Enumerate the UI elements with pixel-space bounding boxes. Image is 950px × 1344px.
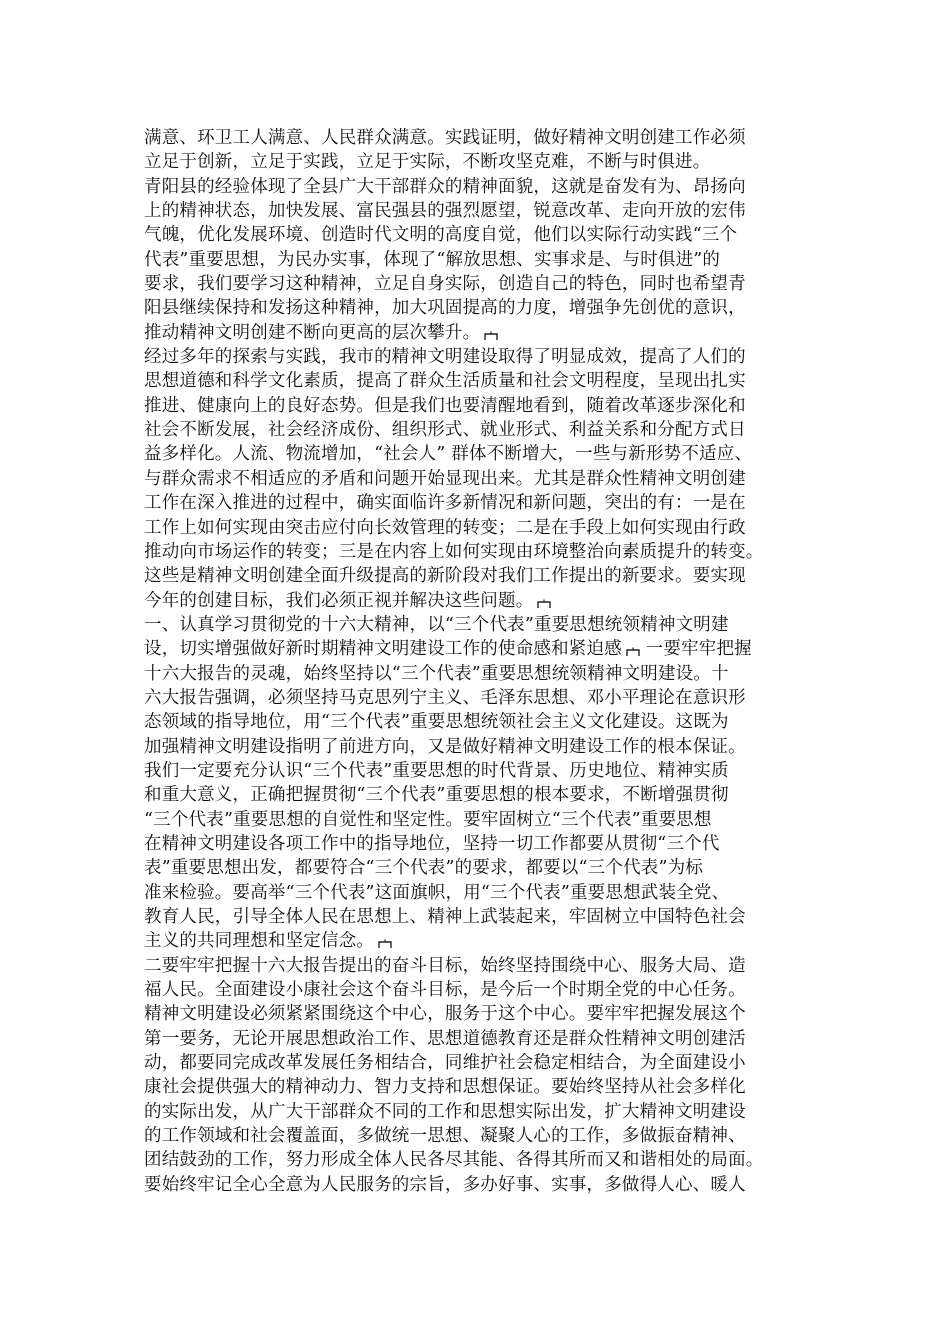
text-line-content: 设，切实增强做好新时期精神文明建设工作的使命感和紧迫感	[144, 639, 622, 660]
paragraph-mark-icon	[537, 599, 551, 609]
text-line: 推动向市场运作的转变；三是在内容上如何实现由环境整治向素质提升的转变。	[144, 541, 764, 562]
text-line: 动，都要同完成改革发展任务相结合，同维护社会稳定相结合，为全面建设小	[144, 1053, 746, 1074]
text-line: 和重大意义，正确把握贯彻“三个代表”重要思想的根本要求，不断增强贯彻	[144, 785, 729, 806]
text-line: 表”重要思想出发，都要符合“三个代表”的要求，都要以“三个代表”为标	[144, 858, 704, 879]
text-line: 教育人民，引导全体人民在思想上、精神上武装起来，牢固树立中国特色社会	[144, 907, 746, 927]
text-line-content: 推动精神文明创建不断向更高的层次攀升。	[144, 322, 481, 343]
text-line: 青阳县的经验体现了全县广大干部群众的精神面貌，这就是奋发有为、昂扬向	[144, 176, 746, 197]
text-line: 阳县继续保持和发扬这种精神，加大巩固提高的力度，增强争先创优的意识，	[144, 298, 746, 319]
text-line: 要求，我们要学习这种精神，立足自身实际，创造自己的特色，同时也希望青	[144, 274, 746, 295]
text-line: 准来检验。要高举“三个代表”这面旗帜，用“三个代表”重要思想武装全党、	[144, 882, 730, 903]
text-line: 推进、健康向上的良好态势。但是我们也要清醒地看到，随着改革逐步深化和	[144, 395, 746, 416]
text-line: 满意、环卫工人满意、人民群众满意。实践证明，做好精神文明创建工作必须	[144, 128, 746, 148]
paragraph-mark-icon	[626, 647, 640, 657]
text-line: 上的精神状态，加快发展、富民强县的强烈愿望，锐意改革、走向开放的宏伟	[144, 201, 746, 222]
text-line: 这些是精神文明创建全面升级提高的新阶段对我们工作提出的新要求。要实现	[144, 566, 746, 587]
text-line: “三个代表”重要思想的自觉性和坚定性。要牢固树立“三个代表”重要思想	[144, 809, 712, 830]
text-line	[144, 637, 824, 661]
text-line: 态领域的指导地位，用“三个代表”重要思想统领社会主义文化建设。这既为	[144, 712, 729, 733]
text-line	[144, 929, 824, 953]
text-line-content: 主义的共同理想和坚定信念。	[144, 931, 375, 952]
text-line: 社会不断发展，社会经济成份、组织形式、就业形式、利益关系和分配方式日	[144, 420, 746, 441]
text-line: 第一要务，无论开展思想政治工作、思想道德教育还是群众性精神文明创建活	[144, 1028, 746, 1049]
text-line: 精神文明建设必须紧紧围绕这个中心，服务于这个中心。要牢牢把握发展这个	[144, 1004, 746, 1025]
text-line: 团结鼓劲的工作，努力形成全体人民各尽其能、各得其所而又和谐相处的局面。	[144, 1150, 764, 1171]
text-line: 的工作领域和社会覆盖面，多做统一思想、凝聚人心的工作，多做振奋精神、	[144, 1126, 746, 1147]
text-line: 气魄，优化发展环境、创造时代文明的高度自觉，他们以实际行动实践“三个	[144, 225, 738, 246]
text-line: 我们一定要充分认识“三个代表”重要思想的时代背景、历史地位、精神实质	[144, 760, 729, 781]
text-line: 代表”重要思想，为民办实事，体现了“解放思想、实事求是、与时俱进”的	[144, 249, 721, 270]
text-line: 加强精神文明建设指明了前进方向，又是做好精神文明建设工作的根本保证。	[144, 736, 746, 757]
text-line: 工作上如何实现由突击应付向长效管理的转变；二是在手段上如何实现由行政	[144, 517, 746, 538]
text-line: 康社会提供强大的精神动力、智力支持和思想保证。要始终坚持从社会多样化	[144, 1077, 746, 1098]
text-line: 六大报告强调，必须坚持马克思列宁主义、毛泽东思想、邓小平理论在意识形	[144, 687, 746, 708]
text-line: 二要牢牢把握十六大报告提出的奋斗目标，始终坚持围绕中心、服务大局、造	[144, 955, 746, 976]
paragraph-mark-icon	[378, 939, 392, 949]
text-line: 在精神文明建设各项工作中的指导地位，坚持一切工作都要从贯彻“三个代	[144, 833, 720, 854]
text-line: 一、认真学习贯彻党的十六大精神，以“三个代表”重要思想统领精神文明建	[144, 614, 729, 635]
text-line: 思想道德和科学文化素质，提高了群众生活质量和社会文明程度，呈现出扎实	[144, 371, 746, 392]
text-line-content: 今年的创建目标，我们必须正视并解决这些问题。	[144, 590, 534, 611]
text-line: 工作在深入推进的过程中，确实面临许多新情况和新问题，突出的有：一是在	[144, 493, 746, 514]
text-line: 的实际出发，从广大干部群众不同的工作和思想实际出发，扩大精神文明建设	[144, 1101, 746, 1122]
text-line: 与群众需求不相适应的矛盾和问题开始显现出来。尤其是群众性精神文明创建	[144, 468, 746, 489]
text-line: 益多样化。人流、物流增加，“社会人” 群体不断增大，一些与新形势不适应、	[144, 444, 753, 465]
text-line	[144, 589, 824, 613]
text-line: 福人民。全面建设小康社会这个奋斗目标，是今后一个时期全党的中心任务。	[144, 980, 746, 1001]
paragraph-mark-icon	[484, 331, 498, 341]
text-line: 要始终牢记全心全意为人民服务的宗旨，多办好事、实事，多做得人心、暖人	[144, 1174, 746, 1195]
text-line: 十六大报告的灵魂，始终坚持以“三个代表”重要思想统领精神文明建设。十	[144, 663, 729, 684]
document-body	[144, 126, 824, 1197]
text-line: 立足于创新，立足于实践，立足于实际，不断攻坚克难，不断与时俱进。	[144, 152, 711, 173]
text-line	[144, 321, 824, 345]
text-line-tail: 一要牢牢把握	[639, 639, 752, 660]
text-line: 经过多年的探索与实践，我市的精神文明建设取得了明显成效，提高了人们的	[144, 347, 746, 368]
